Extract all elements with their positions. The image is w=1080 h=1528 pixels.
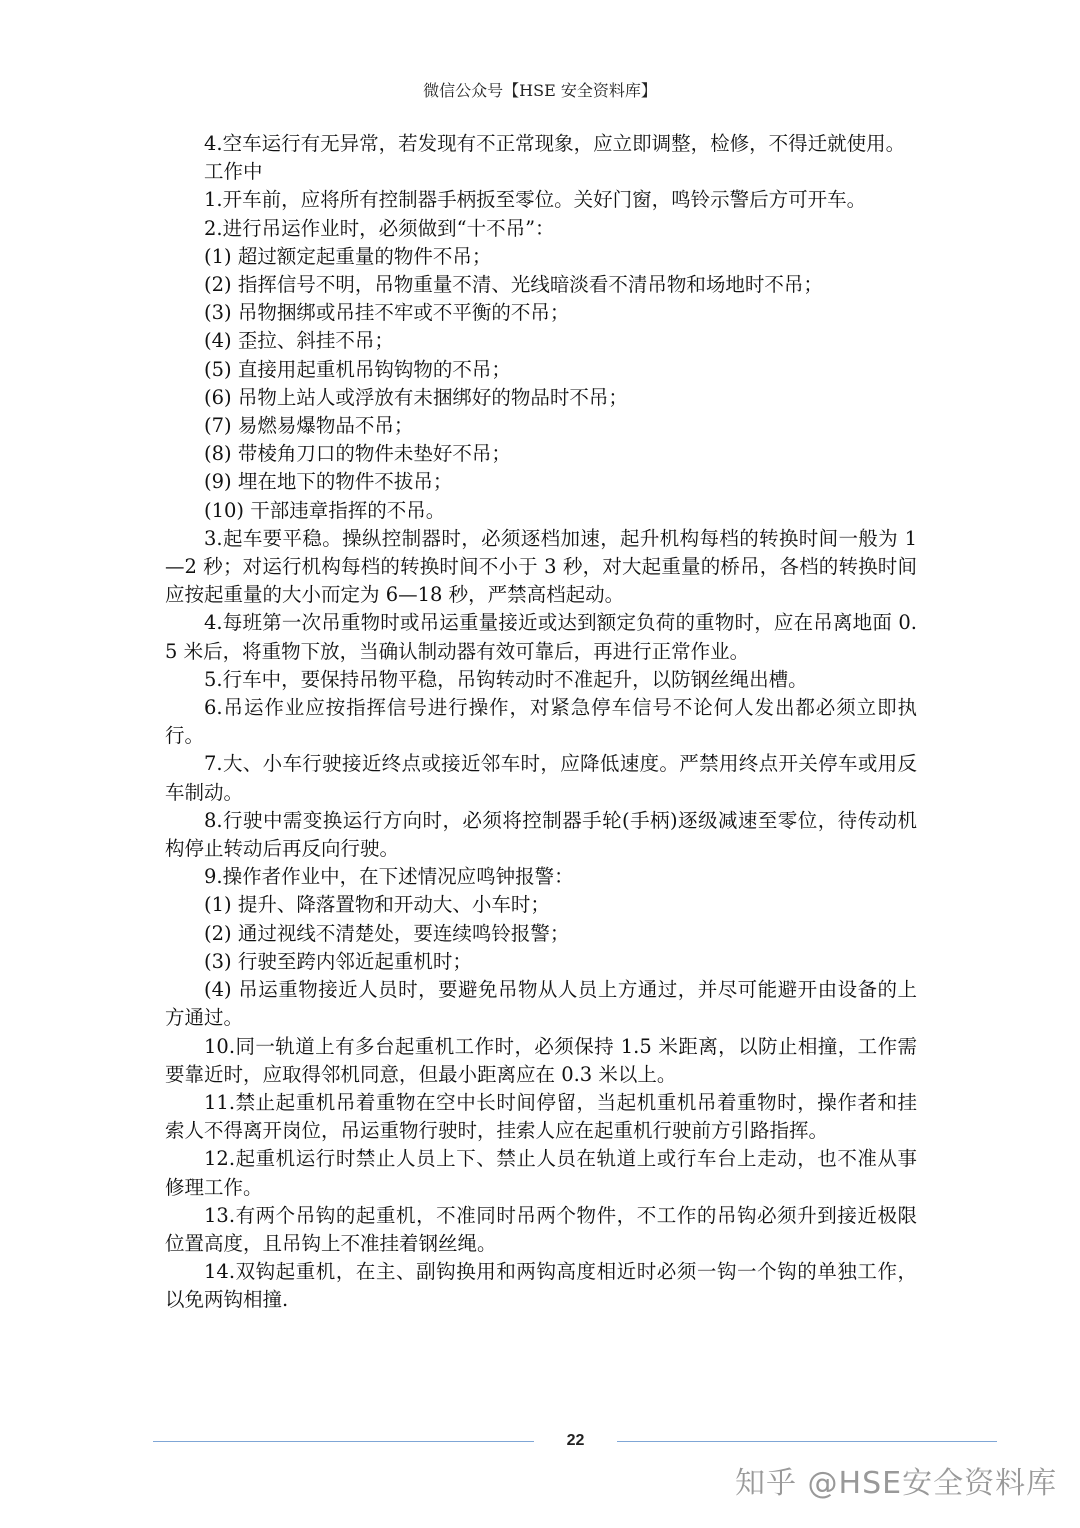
- list-item: (1) 超过额定起重量的物件不吊；: [204, 244, 492, 268]
- list-item: (4) 歪拉、斜挂不吊；: [204, 329, 394, 353]
- list-item: (1) 提升、降落置物和开动大、小车时；: [204, 893, 550, 917]
- list-item: (3) 吊物捆绑或吊挂不牢或不平衡的不吊；: [204, 301, 570, 325]
- list-item: (8) 带棱角刀口的物件未垫好不吊；: [204, 442, 511, 466]
- paragraph: 10.同一轨道上有多台起重机工作时，必须保持 1.5 米距离，以防止相撞，工作需要靠近时，应取得邻机同意，但最小距离应在 0.3 米以上。: [165, 1034, 917, 1086]
- body-text: [165, 130, 917, 1315]
- list-item: (4) 吊运重物接近人员时，要避免吊物从人员上方通过，并尽可能避开由设备的上方通过。: [165, 978, 917, 1030]
- list-item: (7) 易燃易爆物品不吊；: [204, 414, 414, 438]
- list-item: (9) 埋在地下的物件不拔吊；: [204, 470, 453, 494]
- footer-divider-right: [617, 1441, 997, 1442]
- list-item: (2) 指挥信号不明，吊物重量不清、光线暗淡看不清吊物和场地时不吊；: [204, 273, 823, 297]
- footer-divider-left: [153, 1441, 534, 1442]
- paragraph: 3.起车要平稳。操纵控制器时，必须逐档加速，起升机构每档的转换时间一般为 1—2 秒；对运行机构每档的转换时间不小于 3 秒，对大起重量的桥吊，各档的转换时间应按起重量的大小而定为 6—18 秒，严禁高档起动。: [165, 526, 917, 607]
- page-header: 微信公众号【HSE 安全资料库】: [423, 81, 657, 100]
- list-item: (2) 通过视线不清楚处，要连续鸣铃报警；: [204, 921, 570, 945]
- list-item: (5) 直接用起重机吊钩钩物的不吊；: [204, 357, 511, 381]
- paragraph: 5.行车中，要保持吊物平稳，吊钩转动时不准起升，以防钢丝绳出槽。: [204, 667, 808, 691]
- paragraph: 8.行驶中需变换运行方向时，必须将控制器手轮(手柄)逐级减速至零位，待传动机构停止转动后再反向行驶。: [165, 808, 917, 861]
- paragraph: 14.双钩起重机，在主、副钩换用和两钩高度相近时必须一钩一个钩的单独工作，以免两钩相撞.: [165, 1260, 917, 1312]
- page-number: 22: [566, 1432, 585, 1449]
- paragraph: 12.起重机运行时禁止人员上下、禁止人员在轨道上或行车台上走动，也不准从事修理工作。: [165, 1147, 917, 1199]
- paragraph: 7.大、小车行驶接近终点或接近邻车时，应降低速度。严禁用终点开关停车或用反车制动。: [165, 752, 917, 804]
- paragraph: 11.禁止起重机吊着重物在空中长时间停留，当起机重机吊着重物时，操作者和挂索人不得离开岗位，吊运重物行驶时，挂索人应在起重机行驶前方引路指挥。: [165, 1090, 917, 1143]
- paragraph: 1.开车前，应将所有控制器手柄扳至零位。关好门窗，鸣铃示警后方可开车。: [204, 188, 867, 212]
- section-heading: 工作中: [204, 160, 263, 184]
- watermark: 知乎 @HSE安全资料库: [735, 1466, 1058, 1501]
- list-item: (3) 行驶至跨内邻近起重机时；: [204, 949, 472, 973]
- paragraph: 6.吊运作业应按指挥信号进行操作，对紧急停车信号不论何人发出都必须立即执行。: [165, 696, 917, 748]
- list-item: (6) 吊物上站人或浮放有未捆绑好的物品时不吊；: [204, 385, 628, 409]
- paragraph: 2.进行吊运作业时，必须做到“十不吊”：: [204, 216, 555, 240]
- list-item: (10) 干部违章指挥的不吊。: [204, 498, 446, 522]
- paragraph: 13.有两个吊钩的起重机，不准同时吊两个物件，不工作的吊钩必须升到接近极限位置高度，且吊钩上不准挂着钢丝绳。: [165, 1203, 917, 1255]
- paragraph: 4.空车运行有无异常，若发现有不正常现象，应立即调整，检修，不得迁就使用。: [204, 132, 906, 155]
- paragraph: 9.操作者作业中，在下述情况应鸣钟报警：: [204, 865, 574, 889]
- paragraph: 4.每班第一次吊重物时或吊运重量接近或达到额定负荷的重物时，应在吊离地面 0.5 米后，将重物下放，当确认制动器有效可靠后，再进行正常作业。: [165, 611, 917, 663]
